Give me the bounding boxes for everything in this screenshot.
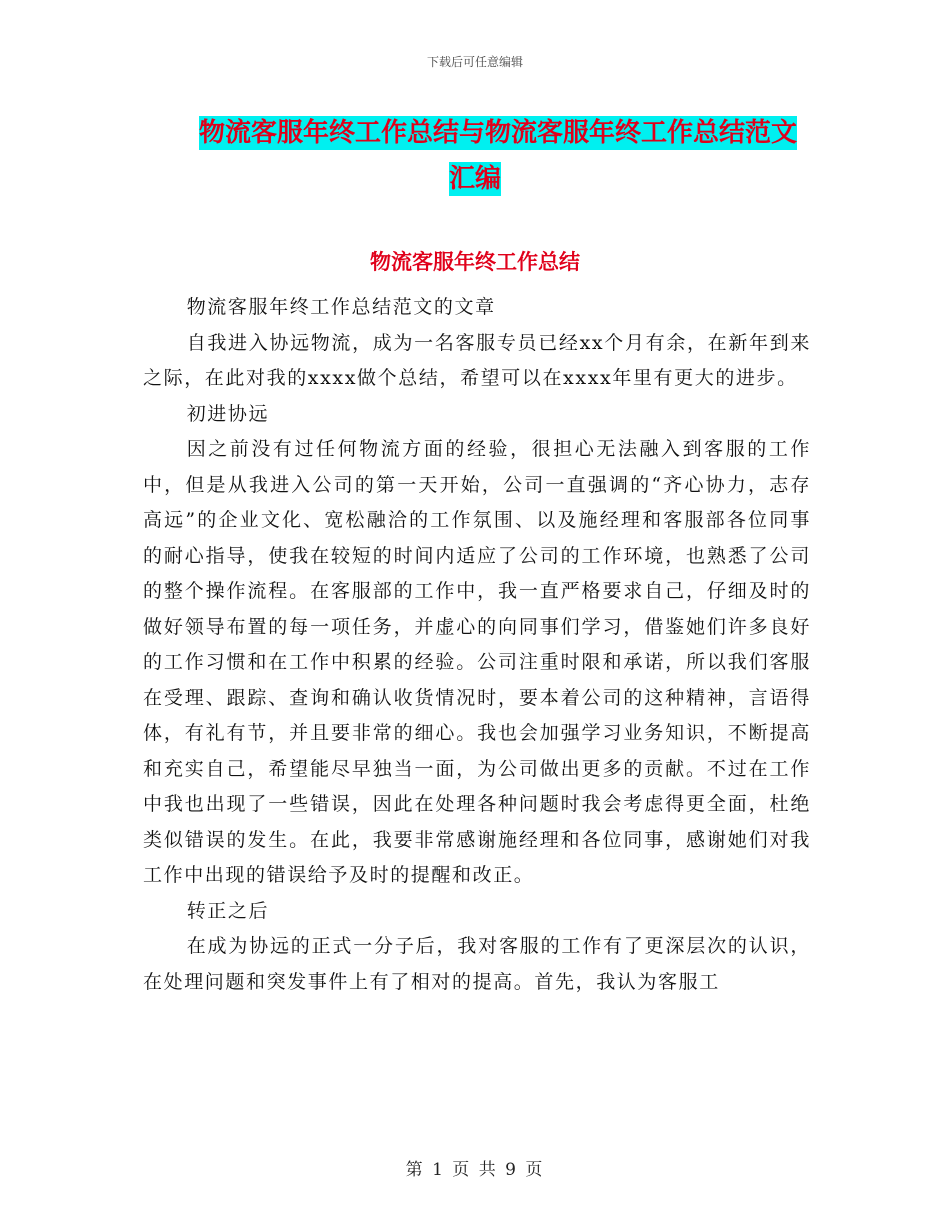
- title-line-2: 汇编: [448, 164, 501, 194]
- paragraph: 物流客服年终工作总结范文的文章: [186, 296, 496, 318]
- section-title: 物流客服年终工作总结: [370, 250, 580, 274]
- page-header-note: 下载后可任意编辑: [426, 55, 523, 69]
- section-heading: 初进协远: [186, 402, 270, 425]
- paragraph: 因之前没有过任何物流方面的经验，很担心无法融入到客服的工作中，但是从我进入公司的第一天开始，公司一直强调的“齐心协力，志存高远”的企业文化、宽松融洽的工作氛围、以及施经理和客服部各位同事的耐心指导，使我在较短的时间内适应了公司的工作环境，也熟悉了公司的整个操作流程。在客服部的工作中，我一直严格要求自己，仔细及时的做好领导布置的每一项任务，并虚心的向同事们学习，借鉴她们许多良好的工作习惯和在工作中积累的经验。公司注重时限和承诺，所以我们客服在受理、跟踪、查询和确认收货情况时，要本着公司的这种精神，言语得体，有礼有节，并且要非常的细心。我也会加强学习业务知识，不断提高和充实自己，希望能尽早独当一面，为公司做出更多的贡献。不过在工作中我也出现了一些错误，因此在处理各种问题时我会考虑得更全面，杜绝类似错误的发生。在此，我要非常感谢施经理和各位同事，感谢她们对我工作中出现的错误给予及时的提醒和改正。: [143, 438, 811, 886]
- document-title: [0, 110, 950, 202]
- paragraph: 在成为协远的正式一分子后，我对客服的工作有了更深层次的认识，在处理问题和突发事件上有了相对的提高。首先，我认为客服工: [143, 935, 811, 993]
- section-heading: 转正之后: [186, 899, 270, 922]
- document-body: [143, 290, 811, 1000]
- page-number-footer: 第 1 页 共 9 页: [405, 1160, 545, 1180]
- paragraph: 自我进入协远物流，成为一名客服专员已经xx个月有余，在新年到来之际，在此对我的xxxx做个总结，希望可以在xxxx年里有更大的进步。: [143, 331, 811, 389]
- title-line-1: 物流客服年终工作总结与物流客服年终工作总结范文: [198, 118, 797, 148]
